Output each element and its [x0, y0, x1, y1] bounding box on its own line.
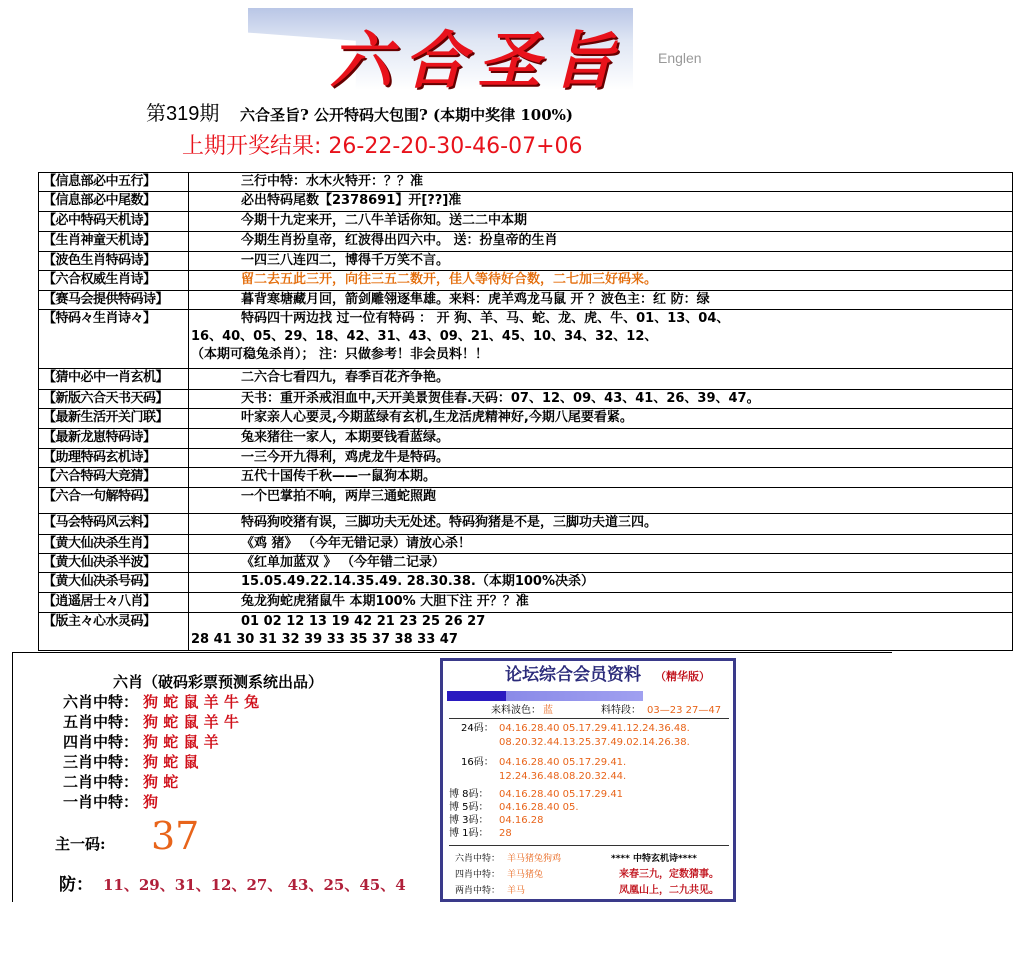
table-row — [39, 535, 1012, 554]
table-row — [39, 232, 1012, 252]
color-bar — [447, 691, 643, 701]
content-line: 今期十九定来开，二八牛羊话你知。送二二中本期 — [241, 213, 528, 228]
row-content — [189, 271, 1012, 290]
row-content — [189, 613, 1012, 650]
row-label: 【助理特码玄机诗】 — [39, 449, 189, 467]
content-line: 一三今开九得利，鸡虎龙牛是特码。 — [241, 450, 450, 465]
issue-number: 第319期 — [146, 103, 220, 125]
code-label: 16码： — [461, 757, 494, 768]
table-row — [39, 514, 1012, 535]
table-row — [39, 212, 1012, 232]
table-row — [39, 369, 1012, 390]
code-values: 08.20.32.44.13.25.37.49.02.14.26.38. — [499, 737, 690, 748]
content-line: 必出特码尾数【2378691】开[??]准 — [241, 193, 462, 208]
row-content — [189, 554, 1012, 572]
row-content — [189, 291, 1012, 309]
content-line: 兔来猪往一家人，本期要钱看蓝绿。 — [241, 430, 450, 445]
table-row — [39, 573, 1012, 593]
content-line: 一四三八连四二，博得千万笑不言。 — [241, 253, 450, 268]
six-item-value: 狗 蛇 鼠 — [143, 753, 199, 771]
fang-label: 防： — [59, 875, 93, 895]
table-row — [39, 192, 1012, 212]
code-label: 24码： — [461, 723, 494, 734]
content-line: 01 02 12 13 19 42 21 23 25 26 27 — [241, 614, 486, 629]
code-values: 04.16.28.40 05.17.29.41. — [499, 757, 627, 768]
six-item-label: 四肖中特： — [63, 733, 139, 751]
table-row — [39, 291, 1012, 310]
row-label: 【特码々生肖诗々】 — [39, 310, 189, 368]
row-label: 【马会特码风云料】 — [39, 514, 189, 534]
content-line: 特码狗咬猪有误，三脚功夫无处述。特码狗猪是不是，三脚功夫道三四。 — [241, 515, 658, 530]
segment-value: 03—23 27—47 — [647, 705, 722, 716]
segment-label: 料特段： — [601, 705, 641, 716]
divider — [449, 845, 729, 846]
content-line: 特码四十两边找 过一位有特码 ： 开 狗、羊、马、蛇、龙、虎、牛、01、13、04、 — [241, 311, 730, 326]
row-content — [189, 573, 1012, 592]
logo: 六合圣旨 — [330, 24, 627, 97]
table-row — [39, 468, 1012, 488]
row-label: 【生肖神童天机诗】 — [39, 232, 189, 251]
row-label: 【信息部必中五行】 — [39, 173, 189, 191]
content-line: 天书：重开杀戒泪血中,天开美景贺佳春.天码：07、12、09、43、41、26、39、47。 — [241, 391, 760, 406]
row-label: 【最新龙崽特码诗】 — [39, 429, 189, 448]
divider — [449, 718, 729, 719]
fang-value: 11、29、31、12、27、 43、25、45、4 — [103, 876, 406, 894]
content-line: 留二去五此三开，向往三五二数开，佳人等待好合数，二七加三好码来。 — [241, 272, 658, 287]
wave-value: 蓝 — [543, 705, 553, 716]
row-label: 【黄大仙决杀半波】 — [39, 554, 189, 572]
row-content — [189, 429, 1012, 448]
six-item-value: 狗 — [143, 793, 159, 811]
row-content — [189, 488, 1012, 513]
content-line: 叶家亲人心要灵,今期蓝绿有玄机,生龙活虎精神好,今期八尾要看紧。 — [241, 410, 633, 425]
six-item-value: 狗 蛇 — [143, 773, 179, 791]
content-line: 15.05.49.22.14.35.49. 28.30.38.（本期100%决杀） — [241, 574, 594, 589]
forum-edition: （精华版） — [655, 670, 710, 683]
table-row — [39, 252, 1012, 271]
row-content — [189, 173, 1012, 191]
last-result: 上期开奖结果: 26-22-20-30-46-07+06 — [182, 134, 583, 159]
row-label: 【六合特码大竞猜】 — [39, 468, 189, 487]
table-row — [39, 310, 1012, 369]
english-link[interactable]: Englen — [658, 50, 702, 66]
row-label: 【黄大仙决杀生肖】 — [39, 535, 189, 553]
code-values: 04.16.28.40 05. — [499, 802, 579, 813]
six-item-label: 六肖中特： — [63, 693, 139, 711]
six-title: 六肖（破码彩票预测系统出品） — [113, 673, 324, 691]
bottom-label: 六肖中特： — [455, 854, 501, 864]
row-label: 【六合权威生肖诗】 — [39, 271, 189, 290]
row-content — [189, 514, 1012, 534]
row-label: 【黄大仙决杀号码】 — [39, 573, 189, 592]
row-content — [189, 252, 1012, 270]
forum-member-panel — [440, 658, 736, 902]
row-content — [189, 409, 1012, 428]
content-line: 兔龙狗蛇虎猪鼠牛 本期100% 大胆下注 开？？准 — [241, 594, 529, 609]
content-line: 二六合七看四九，春季百花齐争艳。 — [241, 370, 450, 385]
code-values: 04.16.28.40 05.17.29.41 — [499, 789, 624, 800]
six-item-label: 一肖中特： — [63, 793, 139, 811]
code-values: 04.16.28 — [499, 815, 544, 826]
bottom-value: 羊马猪兔狗鸡 — [507, 854, 562, 864]
code-label: 博 5码： — [449, 802, 489, 813]
row-label: 【最新生活开关门联】 — [39, 409, 189, 428]
poem-title: **** 中特玄机诗**** — [611, 854, 697, 864]
row-content — [189, 212, 1012, 231]
content-line: 《鸡 猪》 （今年无错记录）请放心杀！ — [241, 536, 472, 551]
code-label: 博 3码： — [449, 815, 489, 826]
table-row — [39, 593, 1012, 613]
row-label: 【逍遥居士々八肖】 — [39, 593, 189, 612]
row-content — [189, 535, 1012, 553]
main-code-label: 主一码: — [55, 835, 106, 853]
wave-label: 来料波色： — [491, 705, 541, 716]
row-content — [189, 232, 1012, 251]
six-item-value: 狗 蛇 鼠 羊 牛 — [143, 713, 239, 731]
row-label: 【必中特码天机诗】 — [39, 212, 189, 231]
row-label: 【信息部必中尾数】 — [39, 192, 189, 211]
prediction-table — [38, 172, 1013, 651]
row-label: 【赛马会提供特码诗】 — [39, 291, 189, 309]
content-line: （本期可稳兔杀肖）； 注：只做参考！非会员料！！ — [191, 347, 489, 362]
table-row — [39, 271, 1012, 291]
poem-line: 凤凰山上，二九共见。 — [619, 885, 719, 896]
row-content — [189, 468, 1012, 487]
code-values: 28 — [499, 828, 512, 839]
table-row — [39, 613, 1012, 651]
bottom-value: 羊马 — [507, 886, 526, 896]
row-content — [189, 449, 1012, 467]
row-content — [189, 390, 1012, 408]
content-line: 28 41 30 31 32 39 33 35 37 38 33 47 — [191, 632, 458, 647]
code-values: 12.24.36.48.08.20.32.44. — [499, 771, 627, 782]
row-label: 【新版六合天书天码】 — [39, 390, 189, 408]
six-item-label: 二肖中特： — [63, 773, 139, 791]
table-row — [39, 449, 1012, 468]
table-row — [39, 173, 1012, 192]
row-label: 【六合一句解特码】 — [39, 488, 189, 513]
content-line: 三行中特：水木火特开：？？准 — [241, 174, 424, 189]
bottom-label: 两肖中特： — [455, 886, 501, 896]
main-code-value: 37 — [151, 814, 200, 858]
row-label: 【猜中必中一肖玄机】 — [39, 369, 189, 389]
bottom-value: 羊马猪兔 — [507, 870, 544, 880]
row-content — [189, 593, 1012, 612]
six-item-value: 狗 蛇 鼠 羊 牛 兔 — [143, 693, 260, 711]
table-row — [39, 390, 1012, 409]
forum-title: 论坛综合会员资料 — [505, 665, 641, 685]
row-label: 【波色生肖特码诗】 — [39, 252, 189, 270]
content-line: 今期生肖扮皇帝，红波得出四六中。 送：扮皇帝的生肖 — [241, 233, 558, 248]
content-line: 一个巴掌拍不响，两岸三通蛇照跑 — [241, 489, 437, 504]
code-label: 博 8码： — [449, 789, 489, 800]
issue-subtitle: 六合圣旨? 公开特码大包围? (本期中奖律 100%) — [240, 106, 574, 124]
table-row — [39, 429, 1012, 449]
table-row — [39, 488, 1012, 514]
code-values: 04.16.28.40 05.17.29.41.12.24.36.48. — [499, 723, 690, 734]
content-line: 《红单加蓝双 》 （今年错二记录） — [241, 555, 446, 570]
six-item-label: 三肖中特： — [63, 753, 139, 771]
content-line: 暮背寒塘藏月回，箭剑雕翎逐隼雄。来料：虎羊鸡龙马鼠 开 ？波色主：红 防：绿 — [241, 292, 710, 307]
code-label: 博 1码： — [449, 828, 489, 839]
six-item-label: 五肖中特： — [63, 713, 139, 731]
six-item-value: 狗 蛇 鼠 羊 — [143, 733, 219, 751]
poem-line: 来春三九，定数猜事。 — [619, 869, 719, 880]
table-row — [39, 554, 1012, 573]
row-content — [189, 310, 1012, 368]
content-line: 五代十国传千秋——一鼠狗本期。 — [241, 469, 437, 484]
bottom-label: 四肖中特： — [455, 870, 501, 880]
row-content — [189, 369, 1012, 389]
table-row — [39, 409, 1012, 429]
row-label: 【版主々心水灵码】 — [39, 613, 189, 650]
content-line: 16、40、05、29、18、42、31、43、09、21、45、10、34、32、12、 — [191, 329, 658, 344]
row-content — [189, 192, 1012, 211]
